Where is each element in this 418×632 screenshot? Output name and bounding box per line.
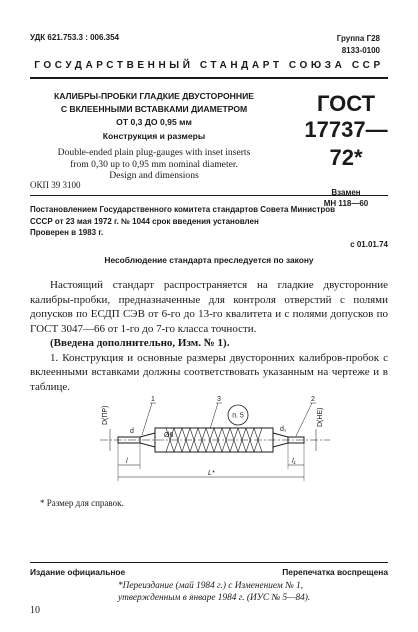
decree-text [30, 204, 390, 239]
body-paragraph-amendment: (Введена дополнительно, Изм. № 1). [50, 337, 230, 349]
udk-code: УДК 621.753.3 : 006.354 [30, 33, 119, 42]
gost-block [300, 92, 392, 208]
part-label-3: 3 [217, 396, 221, 403]
footnote: * Размер для справок. [40, 498, 124, 508]
decree-line2: СССР от 23 мая 1972 г. № 1044 срок введения установлен [30, 216, 259, 226]
title-block [30, 90, 278, 182]
reissue-note [118, 581, 386, 604]
okstu-code: 8133-0100 [341, 46, 380, 55]
part-label-1: 1 [151, 396, 155, 403]
dim-phi: Ø6 [164, 432, 174, 439]
reissue-line2: утвержденным в январе 1984 г. (ИУС № 5—84). [118, 592, 311, 603]
title-ru-line3: ОТ 0,3 ДО 0,95 мм [116, 117, 192, 127]
title-en [30, 147, 278, 182]
gost-number: 17737—72* [304, 117, 388, 170]
marking-label: п. 5 [232, 412, 244, 420]
okp-code: ОКП 39 3100 [30, 180, 81, 190]
decree-line3: Проверен в 1983 г. [30, 228, 104, 237]
top-rule [30, 77, 388, 79]
dim-d-nogo: D(НЕ) [317, 407, 324, 427]
body-paragraph-design: 1. Конструкция и основные размеры двусторонних калибров-пробок с вклеенными вставками должны соответствовать указанным на чертеже и в таблице. [30, 351, 388, 393]
decree-line1: Постановлением Государственного комитета стандартов Совета Министров [30, 205, 336, 214]
dim-l: l [126, 458, 128, 465]
leader-2 [296, 403, 312, 436]
effective-date: с 01.01.74 [350, 240, 388, 249]
title-en-line2: from 0,30 up to 0,95 mm nominal diameter. [70, 158, 238, 170]
reissue-line1: *Переиздание (май 1984 г.) с Изменением № 1, [118, 581, 304, 591]
leader-1 [142, 403, 152, 435]
dim-l1: l₁ [292, 458, 296, 465]
dim-d-go: D(ПР) [102, 405, 109, 425]
title-ru-line1: КАЛИБРЫ-ПРОБКИ ГЛАДКИЕ ДВУСТОРОННИЕ [54, 91, 254, 101]
part-label-2: 2 [311, 396, 315, 403]
gost-label: ГОСТ [316, 91, 376, 116]
title-ru-subtitle: Конструкция и размеры [102, 131, 206, 141]
title-en-line1: Double-ended plain plug-gauges with inset inserts [57, 147, 251, 158]
title-en-line3: Design and dimensions [109, 170, 199, 181]
okp-rule [30, 195, 388, 196]
official-edition: Издание официальное [30, 567, 126, 577]
body-paragraph-scope: Настоящий стандарт распространяется на гладкие двусторонние калибры-пробки, предназначенные для контроля отверстий с полями допусков по ЕСДП СЭВ от 6-го до 13-го квалитета и с полями допусков по ГОСТ 3047—66 от 1-го до 7-го класса точности. [30, 279, 388, 335]
violation-notice: Несоблюдение стандарта преследуется по закону [104, 255, 314, 265]
page-number: 10 [30, 605, 40, 616]
body-text [30, 278, 388, 394]
dim-L: L* [208, 470, 215, 477]
leader-3 [210, 403, 218, 429]
group-label: Группа Г28 [336, 34, 380, 43]
standard-title: ГОСУДАРСТВЕННЫЙ СТАНДАРТ СОЮЗА ССР [34, 60, 384, 71]
footer-rule [30, 562, 388, 563]
replace-label: Взамен [331, 188, 361, 197]
plug-gauge-drawing [100, 395, 330, 495]
dim-d1: d₁ [280, 426, 287, 433]
dim-d: d [130, 428, 134, 435]
title-ru-line2: С ВКЛЕЕННЫМИ ВСТАВКАМИ ДИАМЕТРОМ [60, 104, 248, 114]
group-code [337, 33, 380, 57]
reprint-prohibited: Перепечатка воспрещена [282, 567, 388, 577]
title-ru [30, 90, 278, 129]
replace-value: МН 118—60 [323, 199, 369, 208]
